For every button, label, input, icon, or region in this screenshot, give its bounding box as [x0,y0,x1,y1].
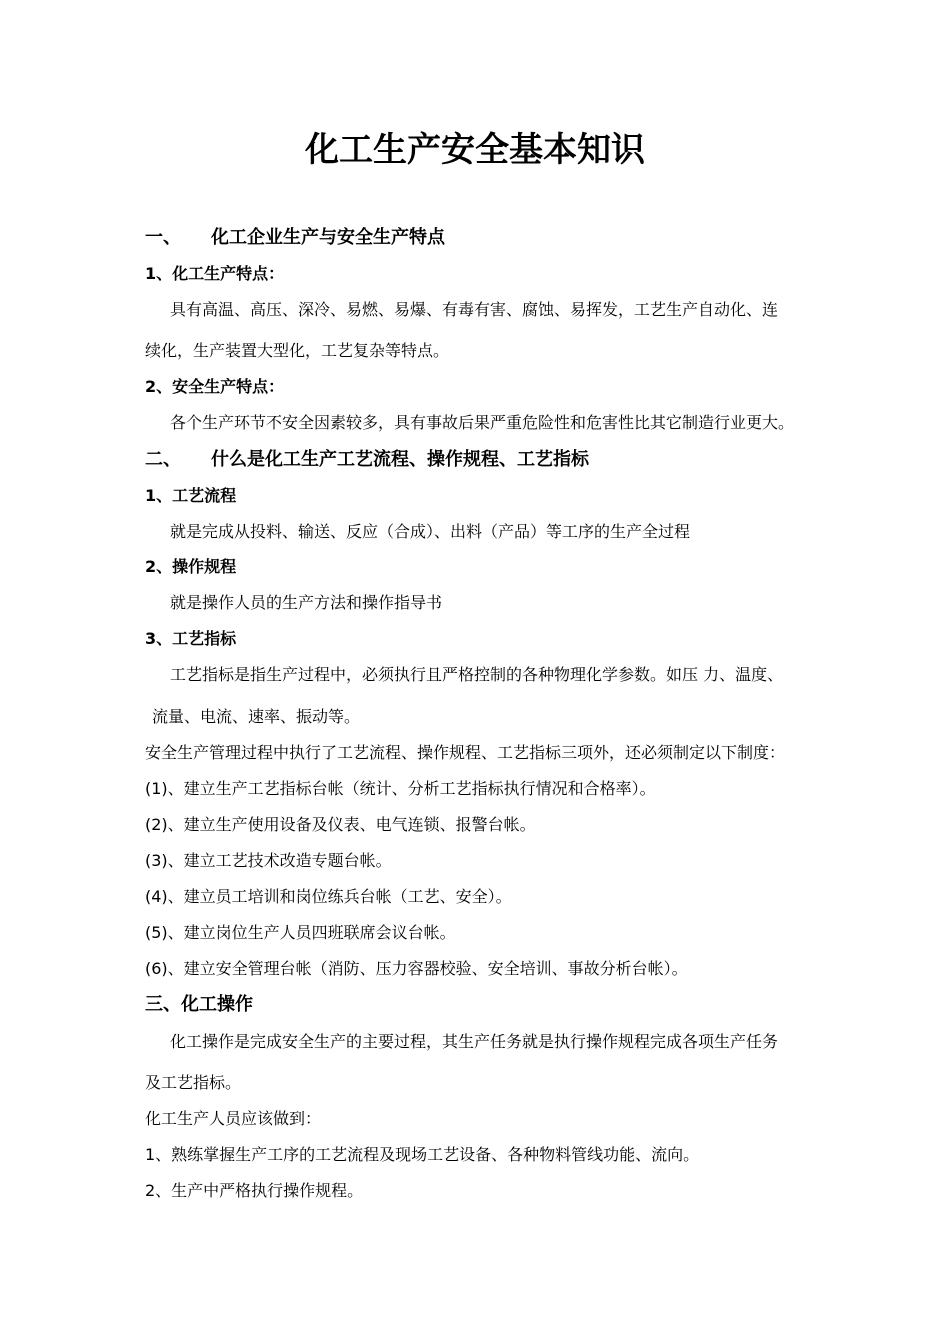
list-item: 2、生产中严格执行操作规程。 [145,1181,364,1200]
document-title: 化工生产安全基本知识 [305,130,645,170]
paragraph-line: 安全生产管理过程中执行了工艺流程、操作规程、工艺指标三项外，还必须制定以下制度： [145,743,786,762]
paragraph-line: 工艺指标是指生产过程中，必须执行且严格控制的各种物理化学参数。如压 力、温度、 [170,665,784,684]
section-heading [145,226,445,250]
section-title: 什么是化工生产工艺流程、操作规程、工艺指标 [211,449,589,470]
paragraph-line: 化工生产人员应该做到： [145,1109,322,1128]
paragraph-line: 流量、电流、速率、振动等。 [152,707,361,726]
list-item: (4)、建立员工培训和岗位练兵台帐（工艺、安全）。 [145,887,512,906]
section-number: 一、 [145,227,181,248]
subsection-heading: 3、工艺指标 [145,629,237,648]
list-item: (2)、建立生产使用设备及仪表、电气连锁、报警台帐。 [145,815,536,834]
list-item: (6)、建立安全管理台帐（消防、压力容器校验、安全培训、事故分析台帐）。 [145,959,688,978]
paragraph-line: 各个生产环节不安全因素较多，具有事故后果严重危险性和危害性比其它制造行业更大。 [170,413,795,432]
paragraph-line: 化工操作是完成安全生产的主要过程，其生产任务就是执行操作规程完成各项生产任务 [170,1032,779,1051]
section-number: 二、 [145,449,181,470]
section-heading: 三、化工操作 [145,994,253,1015]
paragraph-line: 及工艺指标。 [145,1073,242,1092]
list-item: (1)、建立生产工艺指标台帐（统计、分析工艺指标执行情况和合格率）。 [145,779,656,798]
subsection-heading: 1、化工生产特点： [145,264,285,283]
subsection-heading: 2、操作规程 [145,557,237,576]
paragraph-line: 续化，生产装置大型化，工艺复杂等特点。 [145,341,450,360]
section-heading [145,448,589,472]
paragraph-line: 就是完成从投料、输送、反应（合成）、出料（产品）等工序的生产全过程 [170,522,691,541]
subsection-heading: 2、安全生产特点： [145,377,285,396]
list-item: (3)、建立工艺技术改造专题台帐。 [145,851,392,870]
subsection-heading: 1、工艺流程 [145,486,237,505]
paragraph-line: 具有高温、高压、深冷、易燃、易爆、有毒有害、腐蚀、易挥发，工艺生产自动化、连 [170,300,779,319]
list-item: 1、熟练掌握生产工序的工艺流程及现场工艺设备、各种物料管线功能、流向。 [145,1145,700,1164]
list-item: (5)、建立岗位生产人员四班联席会议台帐。 [145,923,456,942]
paragraph-line: 就是操作人员的生产方法和操作指导书 [170,593,443,612]
section-title: 化工企业生产与安全生产特点 [211,227,445,248]
